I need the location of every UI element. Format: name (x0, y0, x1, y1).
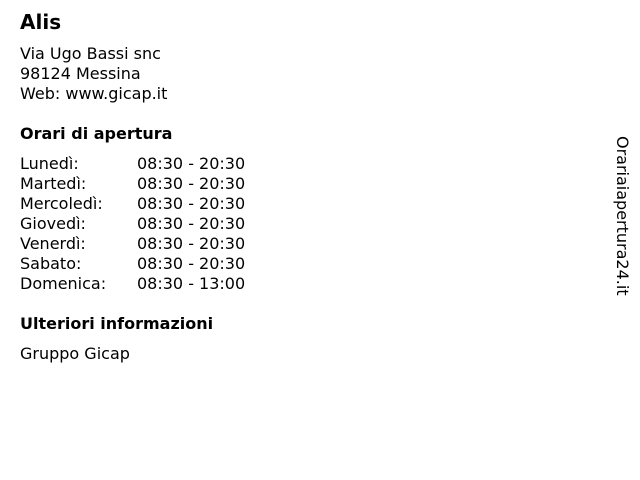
hours-row (20, 274, 245, 294)
hours-row (20, 214, 245, 234)
hours-day: Lunedì: (20, 154, 79, 173)
hours-row (20, 194, 245, 214)
hours-row (20, 254, 245, 274)
hours-time: 08:30 - 20:30 (137, 234, 246, 253)
additional-info-text: Gruppo Gicap (20, 344, 130, 363)
opening-hours-heading: Orari di apertura (20, 124, 173, 143)
hours-row (20, 234, 245, 254)
site-watermark: Orariaiapertura24.it (613, 136, 632, 296)
hours-time: 08:30 - 20:30 (137, 254, 246, 273)
hours-day: Domenica: (20, 274, 107, 293)
hours-time: 08:30 - 13:00 (137, 274, 246, 293)
business-address (20, 44, 167, 104)
hours-time: 08:30 - 20:30 (137, 174, 246, 193)
hours-day: Martedì: (20, 174, 87, 193)
opening-hours-table (20, 154, 245, 294)
hours-day: Sabato: (20, 254, 82, 273)
hours-time: 08:30 - 20:30 (137, 214, 246, 233)
website-link[interactable]: Web: www.gicap.it (20, 84, 168, 103)
hours-day: Giovedì: (20, 214, 86, 233)
hours-time: 08:30 - 20:30 (137, 194, 246, 213)
hours-row (20, 174, 245, 194)
hours-day: Mercoledì: (20, 194, 103, 213)
additional-info-heading: Ulteriori informazioni (20, 314, 214, 333)
hours-time: 08:30 - 20:30 (137, 154, 246, 173)
business-name: Alis (20, 10, 62, 34)
address-city: 98124 Messina (20, 64, 141, 83)
address-street: Via Ugo Bassi snc (20, 44, 161, 63)
hours-row (20, 154, 245, 174)
hours-day: Venerdì: (20, 234, 86, 253)
